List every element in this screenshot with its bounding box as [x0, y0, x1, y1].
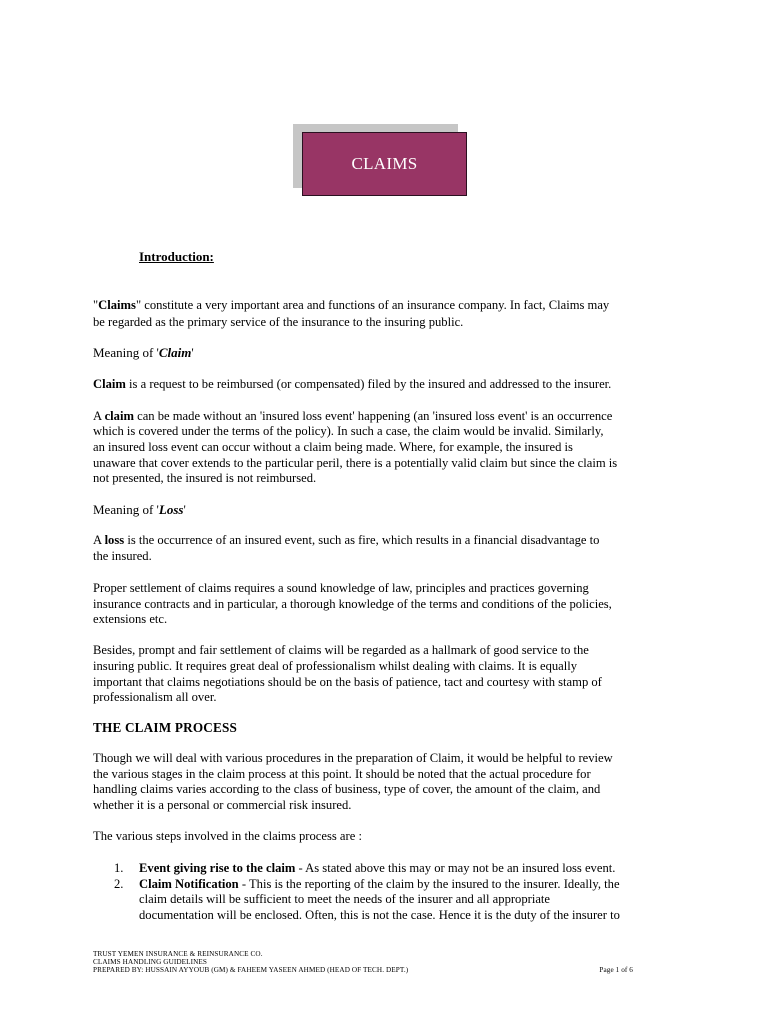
- paragraph-claim-line-2: which is covered under the terms of the policy). In such a case, the claim would be invalid. Similarly,: [93, 424, 604, 438]
- claims-term: Claims: [98, 298, 136, 312]
- settlement-paragraph-line-1: Proper settlement of claims requires a sound knowledge of law, principles and practices governing: [93, 581, 589, 595]
- service-paragraph-line-1: Besides, prompt and fair settlement of claims will be regarded as a hallmark of good service to the: [93, 643, 589, 657]
- paragraph-claim-line-3: an insured loss event can occur without a claim being made. Where, for example, the insured is: [93, 440, 573, 454]
- process-paragraph-line-3: handling claims varies according to the class of business, type of cover, the amount of the claim, and: [93, 782, 601, 796]
- footer-company: TRUST YEMEN INSURANCE & REINSURANCE CO.: [93, 950, 263, 958]
- process-paragraph-line-4: whether it is a personal or commercial risk insured.: [93, 798, 352, 812]
- meaning-of-claim-heading: Meaning of 'Claim': [93, 345, 194, 360]
- service-paragraph-line-3: important that claims negotiations should be on the basis of patience, tact and courtesy with stamp of: [93, 675, 602, 689]
- loss-definition-line-2: the insured.: [93, 549, 152, 563]
- paragraph-claim-line-4: unaware that cover extends to the particular peril, there is a potentially valid claim but since the claim is: [93, 456, 618, 470]
- paragraph-claims-line-2: be regarded as the primary service of the insurance to the insuring public.: [93, 315, 464, 329]
- service-paragraph-line-4: professionalism all over.: [93, 690, 217, 704]
- footer-prepared-by: PREPARED BY: HUSSAIN AYYOUB (GM) & FAHEEM YASEEN AHMED (HEAD OF TECH. DEPT.): [93, 966, 409, 975]
- page-number: Page 1 of 6: [599, 966, 633, 974]
- paragraph-claim-line-1: A claim can be made without an 'insured loss event' happening (an 'insured loss event' is an occurrence: [93, 409, 613, 423]
- loss-definition-line-1: A loss is the occurrence of an insured event, such as fire, which results in a financial disadvantage to: [93, 533, 600, 547]
- introduction-heading: Introduction:: [139, 249, 214, 264]
- process-paragraph-line-1: Though we will deal with various procedures in the preparation of Claim, it would be helpful to review: [93, 751, 613, 765]
- paragraph-claim-line-5: not presented, the insured is not reimbursed.: [93, 471, 317, 485]
- page-footer: [93, 950, 633, 975]
- service-paragraph-line-2: insuring public. It requires great deal of professionalism whilst dealing with claims. It is equally: [93, 659, 578, 673]
- steps-intro: The various steps involved in the claims process are :: [93, 829, 362, 843]
- footer-document-title: CLAIMS HANDLING GUIDELINES: [93, 958, 207, 967]
- paragraph-claims-line-1: "Claims" constitute a very important area and functions of an insurance company. In fact, Claims may: [93, 298, 610, 312]
- claim-definition: Claim is a request to be reimbursed (or compensated) filed by the insured and addressed to the insurer.: [93, 377, 612, 391]
- title-banner: [293, 124, 467, 196]
- settlement-paragraph-line-3: extensions etc.: [93, 612, 168, 626]
- process-paragraph-line-2: the various stages in the claim process at this point. It should be noted that the actual procedure for: [93, 767, 591, 781]
- meaning-of-loss-heading: Meaning of 'Loss': [93, 502, 186, 517]
- page-title: CLAIMS: [302, 132, 467, 196]
- claim-process-heading: THE CLAIM PROCESS: [93, 720, 238, 735]
- settlement-paragraph-line-2: insurance contracts and in particular, a thorough knowledge of the terms and conditions of the policies,: [93, 597, 612, 611]
